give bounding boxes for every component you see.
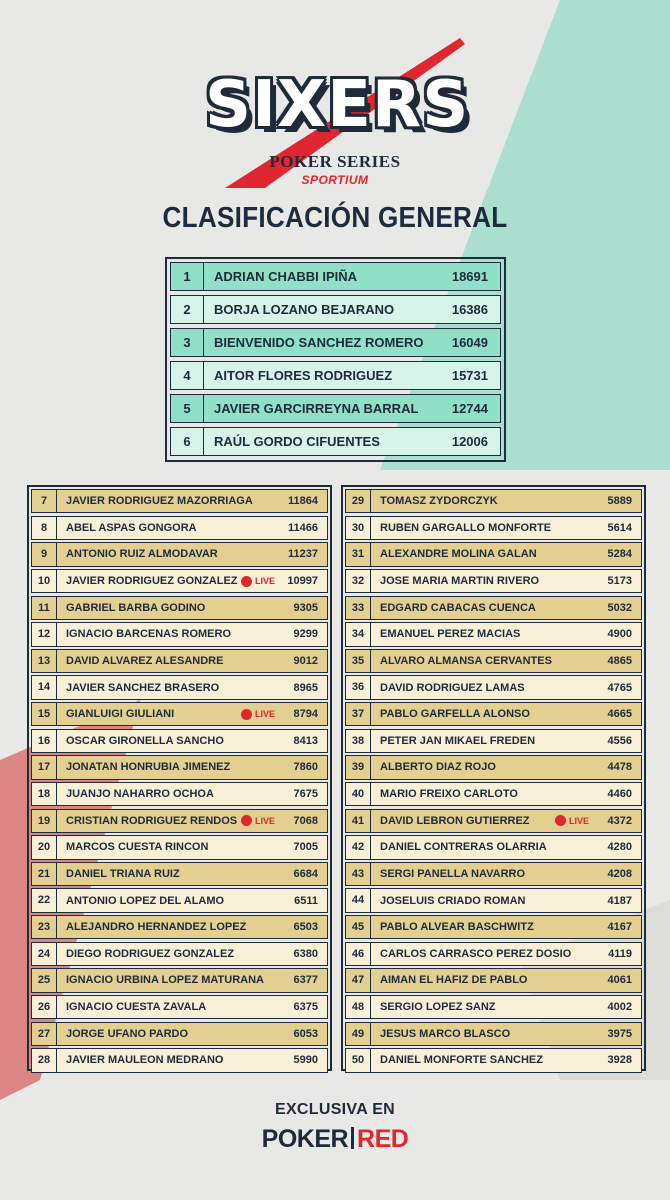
table-row: [345, 968, 642, 992]
rank-position: 4: [171, 362, 204, 389]
rank-position: 5: [171, 395, 204, 422]
player-points: 11237: [288, 548, 318, 561]
player-points: 3928: [607, 1054, 632, 1067]
table-row: [31, 702, 328, 726]
table-row: [31, 915, 328, 939]
player-name: JESUS MARCO BLASCO: [380, 1027, 511, 1040]
footer-exclusive: EXCLUSIVA EN: [274, 1101, 396, 1118]
pokerred-logo: [0, 1125, 670, 1154]
table-row: [345, 729, 642, 753]
player-points: 5032: [607, 601, 632, 614]
live-label: LIVE: [254, 709, 275, 720]
live-dot-icon: [555, 815, 566, 826]
rank-position: 16: [32, 730, 57, 752]
player-name: CARLOS CARRASCO PEREZ DOSIO: [380, 947, 572, 960]
player-name: BIENVENIDO SANCHEZ ROMERO: [214, 335, 424, 350]
rank-position: 33: [346, 597, 371, 619]
player-name: DANIEL MONFORTE SANCHEZ: [380, 1054, 543, 1067]
player-points: 6375: [293, 1001, 318, 1014]
player-name: JAVIER GARCIRREYNA BARRAL: [214, 401, 419, 416]
table-row: [31, 729, 328, 753]
player-name: JORGE UFANO PARDO: [66, 1027, 189, 1040]
player-name: SERGIO LOPEZ SANZ: [380, 1001, 496, 1014]
player-points: 4372: [607, 814, 632, 827]
player-points: 3975: [607, 1027, 632, 1040]
player-points: 16386: [451, 302, 488, 317]
rank-position: 9: [32, 543, 57, 565]
player-points: 11466: [288, 521, 318, 534]
player-name: MARIO FREIXO CARLOTO: [380, 788, 518, 801]
player-points: 8413: [293, 734, 318, 747]
top-row: [170, 361, 501, 390]
table-row: [31, 1048, 328, 1072]
rank-position: 6: [171, 428, 204, 455]
rank-position: 37: [346, 703, 371, 725]
table-row: [345, 915, 642, 939]
live-dot-icon: [241, 709, 252, 720]
live-badge: [555, 815, 589, 826]
player-points: 4765: [607, 681, 632, 694]
player-points: 8794: [293, 708, 318, 721]
player-points: 6684: [293, 867, 318, 880]
player-points: 7675: [293, 788, 318, 801]
logo-brand: SPORTIUM: [301, 173, 369, 187]
player-points: 4478: [607, 761, 632, 774]
table-row: [345, 888, 642, 912]
pokerred-logo-left: POKER: [261, 1125, 349, 1153]
player-name: SERGI PANELLA NAVARRO: [380, 867, 526, 880]
table-row: [31, 809, 328, 833]
table-row: [31, 542, 328, 566]
live-label: LIVE: [254, 815, 275, 826]
player-name: TOMASZ ZYDORCZYK: [380, 495, 498, 508]
table-row: [345, 1022, 642, 1046]
table-row: [345, 1048, 642, 1072]
player-points: 8965: [293, 681, 318, 694]
player-name: GABRIEL BARBA GODINO: [66, 601, 206, 614]
top-row: [170, 262, 501, 291]
rank-position: 22: [32, 889, 57, 911]
table-row: [345, 489, 642, 513]
table-row: [345, 835, 642, 859]
page-title: CLASIFICACIÓN GENERAL: [162, 202, 508, 234]
rank-position: 36: [346, 676, 371, 698]
rank-position: 38: [346, 730, 371, 752]
rank-position: 29: [346, 490, 371, 512]
table-row: [345, 862, 642, 886]
player-points: 6511: [294, 894, 318, 907]
table-row: [345, 942, 642, 966]
player-name: OSCAR GIRONELLA SANCHO: [66, 734, 224, 747]
table-row: [31, 622, 328, 646]
rank-position: 15: [32, 703, 57, 725]
player-name: ALEJANDRO HERNANDEZ LOPEZ: [66, 921, 247, 934]
top-row: [170, 295, 501, 324]
live-badge: [241, 709, 275, 720]
player-name: GIANLUIGI GIULIANI: [66, 708, 175, 721]
live-dot-icon: [241, 576, 252, 587]
rank-position: 49: [346, 1023, 371, 1045]
rank-position: 19: [32, 810, 57, 832]
live-label: LIVE: [568, 815, 589, 826]
player-name: AIMAN EL HAFIZ DE PABLO: [380, 974, 528, 987]
player-name: JONATAN HONRUBIA JIMENEZ: [66, 761, 231, 774]
table-row: [345, 542, 642, 566]
player-points: 7005: [293, 841, 318, 854]
player-name: IGNACIO URBINA LOPEZ MATURANA: [66, 974, 264, 987]
player-points: 18691: [451, 269, 488, 284]
rank-position: 28: [32, 1049, 57, 1071]
rank-position: 43: [346, 863, 371, 885]
player-points: 12006: [451, 434, 488, 449]
player-points: 4280: [607, 841, 632, 854]
player-name: JOSELUIS CRIADO ROMAN: [380, 894, 526, 907]
player-name: DIEGO RODRIGUEZ GONZALEZ: [66, 947, 235, 960]
table-row: [345, 995, 642, 1019]
player-points: 4556: [607, 734, 632, 747]
player-name: IGNACIO BARCENAS ROMERO: [66, 628, 232, 641]
rank-position: 44: [346, 889, 371, 911]
player-name: ALBERTO DIAZ ROJO: [380, 761, 496, 774]
player-points: 7068: [293, 814, 318, 827]
player-points: 9305: [293, 601, 318, 614]
player-points: 5889: [607, 495, 632, 508]
rank-position: 21: [32, 863, 57, 885]
rank-position: 26: [32, 996, 57, 1018]
player-name: PABLO ALVEAR BASCHWITZ: [380, 921, 534, 934]
table-row: [345, 596, 642, 620]
rank-position: 41: [346, 810, 371, 832]
rank-position: 35: [346, 650, 371, 672]
rank-position: 40: [346, 783, 371, 805]
table-row: [31, 1022, 328, 1046]
pokerred-logo-right: RED: [357, 1125, 409, 1153]
rank-position: 7: [32, 490, 57, 512]
player-points: 6380: [293, 947, 318, 960]
table-row: [31, 516, 328, 540]
rank-position: 1: [171, 263, 204, 290]
table-row: [31, 596, 328, 620]
rank-position: 39: [346, 756, 371, 778]
player-points: 10997: [287, 575, 318, 588]
player-name: ABEL ASPAS GONGORA: [66, 521, 197, 534]
table-row: [31, 942, 328, 966]
player-points: 4002: [607, 1001, 632, 1014]
table-row: [31, 835, 328, 859]
sixers-logo: [205, 38, 470, 188]
table-row: [345, 782, 642, 806]
rank-position: 30: [346, 517, 371, 539]
rank-position: 31: [346, 543, 371, 565]
ranking-list-left: [27, 485, 332, 1071]
player-name: DAVID RODRIGUEZ LAMAS: [380, 681, 525, 694]
table-row: [31, 675, 328, 699]
table-row: [345, 675, 642, 699]
live-dot-icon: [241, 815, 252, 826]
player-points: 4460: [607, 788, 632, 801]
rank-position: 20: [32, 836, 57, 858]
top-row: [170, 328, 501, 357]
player-name: JUANJO NAHARRO OCHOA: [66, 788, 214, 801]
player-name: ANTONIO RUIZ ALMODAVAR: [66, 548, 218, 561]
player-points: 5284: [607, 548, 632, 561]
player-points: 6503: [293, 921, 318, 934]
table-row: [345, 809, 642, 833]
rank-position: 48: [346, 996, 371, 1018]
rank-position: 32: [346, 570, 371, 592]
rank-position: 45: [346, 916, 371, 938]
player-points: 4061: [607, 974, 632, 987]
rank-position: 3: [171, 329, 204, 356]
player-points: 5614: [607, 521, 632, 534]
player-points: 6053: [293, 1027, 318, 1040]
player-name: JAVIER RODRIGUEZ MAZORRIAGA: [66, 495, 253, 508]
rank-position: 47: [346, 969, 371, 991]
table-row: [345, 622, 642, 646]
player-name: JAVIER MAULEON MEDRANO: [66, 1054, 224, 1067]
table-row: [31, 649, 328, 673]
logo-word: SIXERS: [205, 68, 470, 142]
player-points: 12744: [451, 401, 488, 416]
rank-position: 13: [32, 650, 57, 672]
player-name: PABLO GARFELLA ALONSO: [380, 708, 530, 721]
rank-position: 27: [32, 1023, 57, 1045]
live-label: LIVE: [254, 576, 275, 587]
player-points: 4665: [607, 708, 632, 721]
live-badge: [241, 576, 275, 587]
rank-position: 42: [346, 836, 371, 858]
player-name: ADRIAN CHABBI IPIÑA: [214, 269, 357, 284]
player-points: 11864: [288, 495, 318, 508]
player-points: 15731: [451, 368, 488, 383]
player-name: CRISTIAN RODRIGUEZ RENDOS: [66, 814, 238, 827]
rank-position: 25: [32, 969, 57, 991]
player-name: ANTONIO LOPEZ DEL ALAMO: [66, 894, 225, 907]
player-points: 9012: [293, 654, 318, 667]
top-row: [170, 427, 501, 456]
table-row: [31, 968, 328, 992]
player-name: JAVIER SANCHEZ BRASERO: [66, 681, 220, 694]
rank-position: 14: [32, 676, 57, 698]
player-name: ALVARO ALMANSA CERVANTES: [380, 654, 552, 667]
table-row: [345, 649, 642, 673]
player-name: PETER JAN MIKAEL FREDEN: [380, 734, 536, 747]
player-name: EDGARD CABACAS CUENCA: [380, 601, 536, 614]
player-name: BORJA LOZANO BEJARANO: [214, 302, 395, 317]
player-name: IGNACIO CUESTA ZAVALA: [66, 1001, 207, 1014]
table-row: [345, 516, 642, 540]
rank-position: 18: [32, 783, 57, 805]
rank-position: 2: [171, 296, 204, 323]
player-name: RAÚL GORDO CIFUENTES: [214, 434, 380, 449]
table-row: [31, 489, 328, 513]
table-row: [345, 702, 642, 726]
table-row: [31, 862, 328, 886]
rank-position: 24: [32, 943, 57, 965]
rank-position: 10: [32, 570, 57, 592]
rank-position: 12: [32, 623, 57, 645]
player-points: 5990: [293, 1054, 318, 1067]
player-name: DANIEL TRIANA RUIZ: [66, 867, 180, 880]
player-name: DANIEL CONTRERAS OLARRIA: [380, 841, 547, 854]
player-name: RUBEN GARGALLO MONFORTE: [380, 521, 552, 534]
rank-position: 46: [346, 943, 371, 965]
table-row: [345, 569, 642, 593]
pokerred-divider: [351, 1127, 354, 1149]
player-points: 5173: [607, 575, 632, 588]
table-row: [345, 755, 642, 779]
player-points: 9299: [293, 628, 318, 641]
ranking-list-right: [341, 485, 646, 1071]
rank-position: 11: [32, 597, 57, 619]
player-name: DAVID LEBRON GUTIERREZ: [380, 814, 530, 827]
player-points: 4208: [607, 867, 632, 880]
player-points: 4119: [608, 947, 632, 960]
player-points: 4900: [607, 628, 632, 641]
player-name: DAVID ALVAREZ ALESANDRE: [66, 654, 224, 667]
table-row: [31, 569, 328, 593]
table-row: [31, 888, 328, 912]
live-badge: [241, 815, 275, 826]
logo-subtitle: POKER SERIES: [269, 152, 401, 171]
player-name: AITOR FLORES RODRIGUEZ: [214, 368, 393, 383]
player-name: JAVIER RODRIGUEZ GONZALEZ: [66, 575, 238, 588]
player-name: JOSE MARIA MARTIN RIVERO: [380, 575, 540, 588]
table-row: [31, 995, 328, 1019]
player-points: 4865: [607, 654, 632, 667]
rank-position: 8: [32, 517, 57, 539]
player-points: 4167: [607, 921, 632, 934]
player-points: 4187: [607, 894, 632, 907]
table-row: [31, 755, 328, 779]
player-points: 7860: [293, 761, 318, 774]
player-name: EMANUEL PEREZ MACIAS: [380, 628, 521, 641]
player-name: MARCOS CUESTA RINCON: [66, 841, 209, 854]
player-points: 6377: [293, 974, 318, 987]
table-row: [31, 782, 328, 806]
top-six-table: [165, 257, 506, 462]
rank-position: 34: [346, 623, 371, 645]
rank-position: 50: [346, 1049, 371, 1071]
rank-position: 23: [32, 916, 57, 938]
player-name: ALEXANDRE MOLINA GALAN: [380, 548, 537, 561]
top-row: [170, 394, 501, 423]
player-points: 16049: [451, 335, 488, 350]
rank-position: 17: [32, 756, 57, 778]
